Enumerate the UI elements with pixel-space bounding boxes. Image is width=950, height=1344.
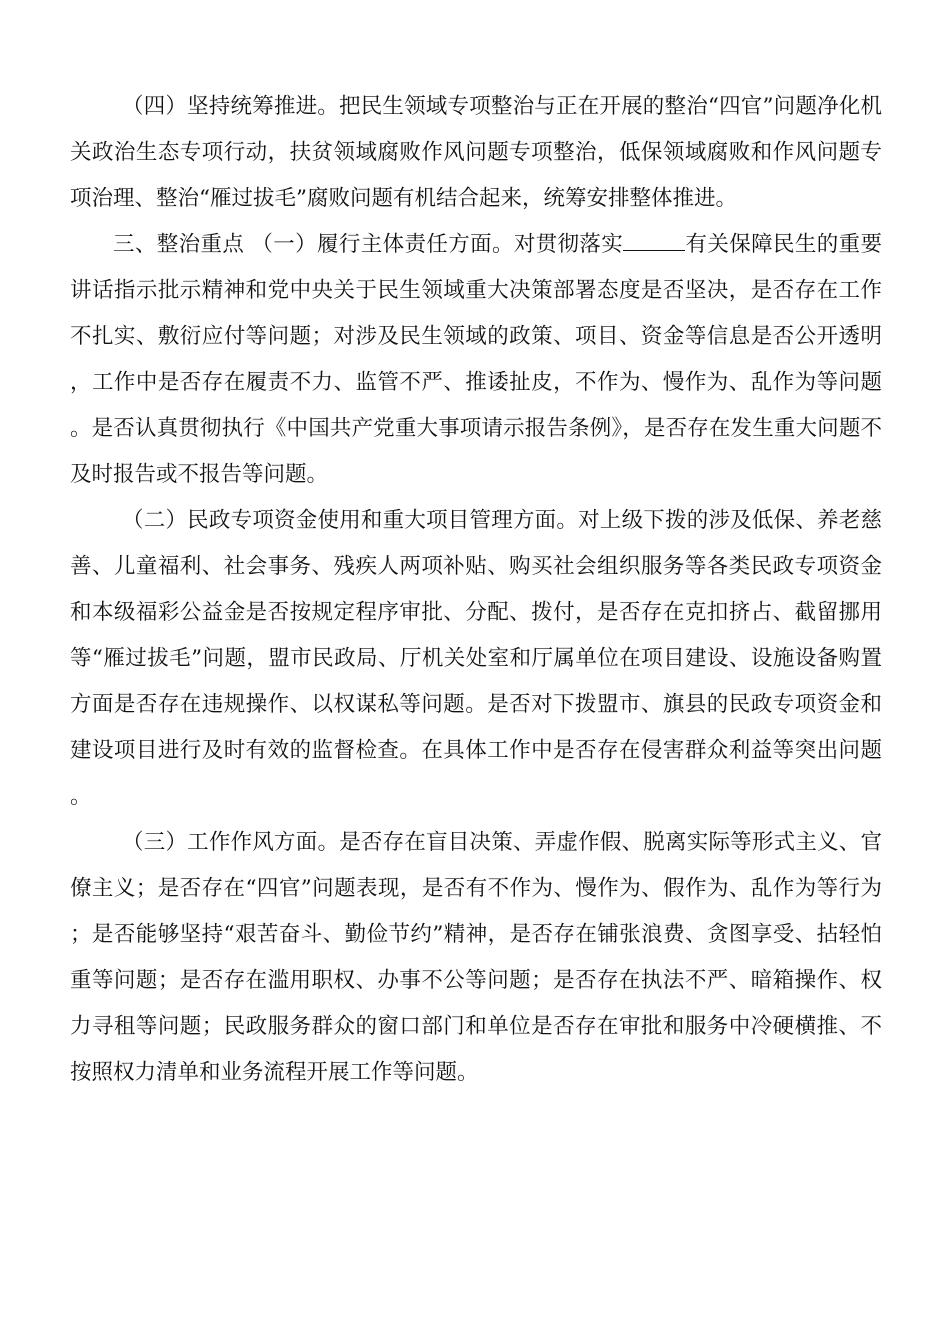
paragraph-text: （四）坚持统筹推进。把民生领域专项整治与正在开展的整治“四官”问题净化机关政治生态专项行动，扶贫领域腐败作风问题专项整治，低保领域腐败和作风问题专项治理、整治“雁过拔毛”腐败问题有机结合起来，统筹安排整体推进。 — [70, 94, 882, 211]
paragraph-text: （二）民政专项资金使用和重大项目管理方面。对上级下拨的涉及低保、养老慈善、儿童福利、社会事务、残疾人两项补贴、购买社会组织服务等各类民政专项资金和本级福彩公益金是否按规定程序审批、分配、拨付，是否存在克扣挤占、截留挪用等“雁过拔毛”问题，盟市民政局、厅机关处室和厅属单位在项目建设、设施设备购置方面是否存在违规操作、以权谋私等问题。是否对下拨盟市、旗县的民政专项资金和建设项目进行及时有效的监督检查。在具体工作中是否存在侵害群众利益等突出问题。 — [70, 508, 882, 809]
paragraph-rectification-focus — [70, 222, 882, 498]
paragraph-text-after-blank: 有关保障民生的重要讲话指示批示精神和党中央关于民生领域重大决策部署态度是否坚决，是否存在工作不扎实、敷衍应付等问题；对涉及民生领域的政策、项目、资金等信息是否公开透明，工作中是否存在履责不力、监管不严、推诿扯皮，不作为、慢作为、乱作为等问题。是否认真贯彻执行《中国共产党重大事项请示报告条例》，是否存在发生重大问题不及时报告或不报告等问题。 — [70, 232, 882, 487]
paragraph-funds-projects — [70, 498, 882, 820]
paragraph-text-before-blank: 三、整治重点 （一）履行主体责任方面。对贯彻落实 — [113, 232, 624, 257]
paragraph-overall-planning — [70, 84, 882, 222]
document-page — [70, 84, 882, 1096]
paragraph-text: （三）工作作风方面。是否存在盲目决策、弄虚作假、脱离实际等形式主义、官僚主义；是否存在“四官”问题表现，是否有不作为、慢作为、假作为、乱作为等行为；是否能够坚持“艰苦奋斗、勤俭节约”精神，是否存在铺张浪费、贪图享受、拈轻怕重等问题；是否存在滥用职权、办事不公等问题；是否存在执法不严、暗箱操作、权力寻租等问题；民政服务群众的窗口部门和单位是否存在审批和服务中冷硬横推、不按照权力清单和业务流程开展工作等问题。 — [70, 830, 882, 1085]
paragraph-work-style — [70, 820, 882, 1096]
fill-in-blank-line — [623, 232, 685, 251]
